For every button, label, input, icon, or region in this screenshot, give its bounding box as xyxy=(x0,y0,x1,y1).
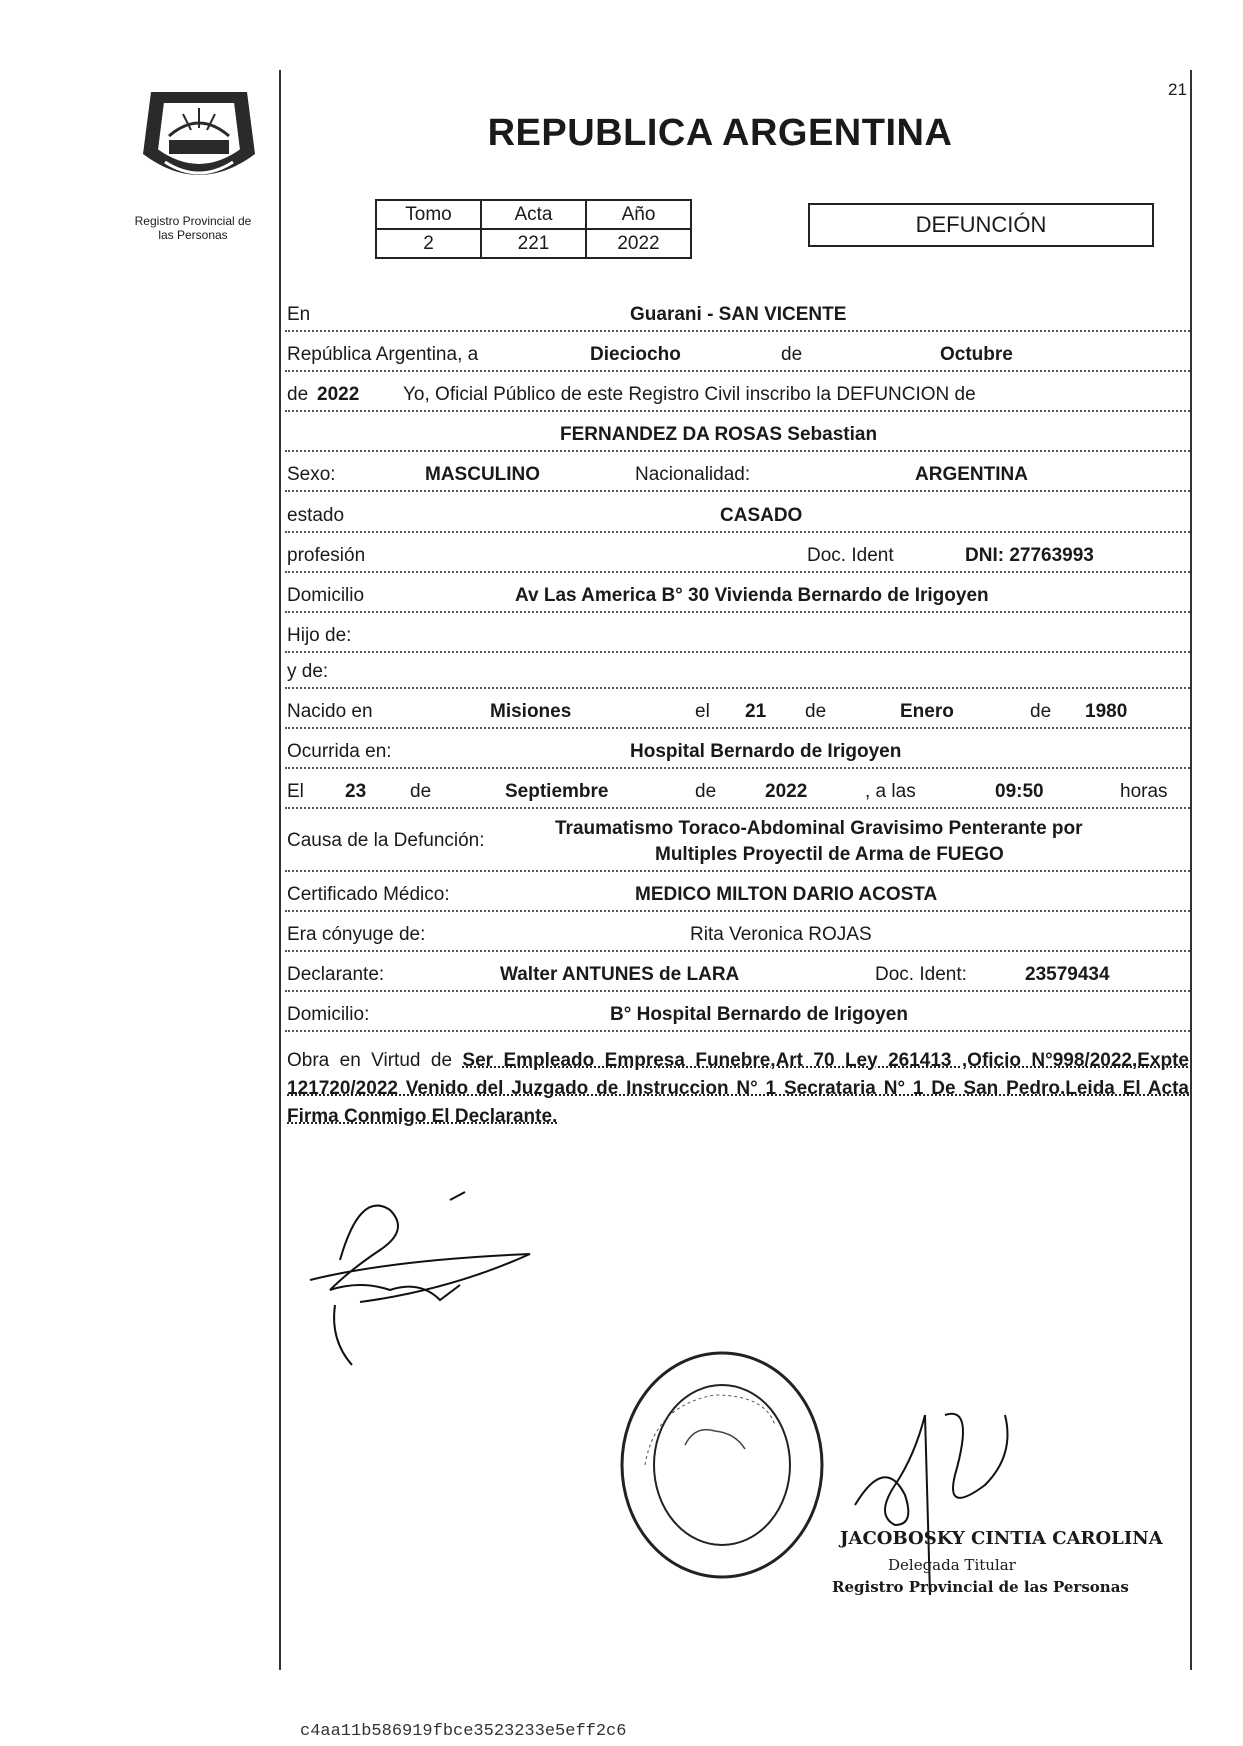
document-title: REPUBLICA ARGENTINA xyxy=(487,112,953,154)
el-label: el xyxy=(695,701,710,722)
official-role: Delegada Titular xyxy=(888,1556,1016,1574)
nacido-label: Nacido en xyxy=(287,701,373,722)
causa-line1: Traumatismo Toraco-Abdominal Gravisimo Penterante por xyxy=(555,818,1083,839)
nacionalidad-label: Nacionalidad: xyxy=(635,464,751,485)
record-id-value-row xyxy=(376,229,691,258)
line-sexo xyxy=(285,454,1190,492)
line-declarante xyxy=(285,954,1190,992)
line-hijo xyxy=(285,615,1190,653)
year-value: 2022 xyxy=(317,384,360,405)
death-month: Septiembre xyxy=(505,781,609,802)
nacionalidad-value: ARGENTINA xyxy=(915,464,1028,485)
causa-label: Causa de la Defunción: xyxy=(287,830,485,851)
record-id-table xyxy=(375,199,692,259)
death-day: 23 xyxy=(345,781,367,802)
horas-label: horas xyxy=(1120,781,1168,802)
domicilio-value: Av Las America B° 30 Vivienda Bernardo de Irigoyen xyxy=(515,585,989,606)
acta-header: Acta xyxy=(481,200,586,229)
en-value: Guarani - SAN VICENTE xyxy=(630,304,847,325)
right-margin-rule xyxy=(1190,70,1192,1670)
decl-doc-label: Doc. Ident: xyxy=(875,964,967,985)
province-seal-logo xyxy=(125,84,273,194)
doc-ident-value: DNI: 27763993 xyxy=(965,545,1094,566)
decl-domicilio-value: B° Hospital Bernardo de Irigoyen xyxy=(610,1004,908,1025)
official-registry: Registro Provincial de las Personas xyxy=(832,1578,1129,1596)
estado-value: CASADO xyxy=(720,505,803,526)
oficial-text: Yo, Oficial Público de este Registro Civil inscribo la DEFUNCION de xyxy=(403,384,976,405)
causa-line2: Multiples Proyectil de Arma de FUEGO xyxy=(655,844,1004,865)
page-number: 21 xyxy=(1168,80,1187,99)
anio-header: Año xyxy=(586,200,691,229)
record-type-box: DEFUNCIÓN xyxy=(808,203,1154,247)
obra-label: Obra en Virtud de xyxy=(287,1050,453,1071)
official-stamp xyxy=(615,1345,830,1585)
death-year: 2022 xyxy=(765,781,808,802)
line-death-date xyxy=(285,771,1190,809)
line-estado xyxy=(285,495,1190,533)
birth-month: Enero xyxy=(900,701,954,722)
month-value: Octubre xyxy=(940,344,1013,365)
line-certificado xyxy=(285,874,1190,912)
conyuge-value: Rita Veronica ROJAS xyxy=(690,924,872,945)
deceased-name: FERNANDEZ DA ROSAS Sebastian xyxy=(560,424,878,445)
line-decl-domicilio xyxy=(285,994,1190,1032)
de-label: de xyxy=(781,344,803,365)
obra-value: Ser Empleado Empresa Funebre,Art 70 Ley 261413 ,Oficio N°998/2022,Expte 121720/2022 Venido del Juzgado de Instruccion N° 1 Secrataria N° 1 De San Pedro.Leida El Acta Firma Conmigo El Declarante. xyxy=(287,1050,1189,1127)
line-causa xyxy=(285,816,1190,872)
declarante-value: Walter ANTUNES de LARA xyxy=(500,964,740,985)
el2-label: El xyxy=(287,781,304,802)
registry-label xyxy=(108,214,278,242)
document-hash: c4aa11b586919fbce3523233e5eff2c6 xyxy=(300,1722,627,1741)
death-de1: de xyxy=(410,781,432,802)
tomo-header: Tomo xyxy=(376,200,481,229)
line-en xyxy=(285,294,1190,332)
hijo-label: Hijo de: xyxy=(287,625,352,646)
line-ocurrida xyxy=(285,731,1190,769)
decl-doc-value: 23579434 xyxy=(1025,964,1110,985)
death-time: 09:50 xyxy=(995,781,1044,802)
en-label: En xyxy=(287,304,311,325)
domicilio-label: Domicilio xyxy=(287,585,365,606)
birth-year: 1980 xyxy=(1085,701,1128,722)
yde-label: y de: xyxy=(287,661,329,682)
birth-day: 21 xyxy=(745,701,767,722)
anio-value: 2022 xyxy=(586,229,691,258)
obra-paragraph xyxy=(287,1047,1189,1131)
decl-domicilio-label: Domicilio: xyxy=(287,1004,370,1025)
left-margin-rule xyxy=(279,70,281,1670)
death-de2: de xyxy=(695,781,717,802)
certificado-value: MEDICO MILTON DARIO ACOSTA xyxy=(635,884,938,905)
official-name: JACOBOSKY CINTIA CAROLINA xyxy=(840,1528,1163,1549)
ocurrida-value: Hospital Bernardo de Irigoyen xyxy=(630,741,902,762)
certificado-label: Certificado Médico: xyxy=(287,884,450,905)
estado-label: estado xyxy=(287,505,345,526)
registry-label-line2: las Personas xyxy=(158,228,228,242)
profesion-label: profesión xyxy=(287,545,366,566)
tomo-value: 2 xyxy=(376,229,481,258)
sexo-value: MASCULINO xyxy=(425,464,541,485)
birth-de1: de xyxy=(805,701,827,722)
acta-value: 221 xyxy=(481,229,586,258)
line-oficial xyxy=(285,374,1190,412)
year-prefix: de xyxy=(287,384,309,405)
line-profesion xyxy=(285,535,1190,573)
birth-de2: de xyxy=(1030,701,1052,722)
sexo-label: Sexo: xyxy=(287,464,336,485)
declarant-signature xyxy=(300,1180,540,1370)
line-deceased-name xyxy=(285,414,1190,452)
nacido-value: Misiones xyxy=(490,701,572,722)
record-id-header-row xyxy=(376,200,691,229)
line-domicilio xyxy=(285,575,1190,613)
alas-label: , a las xyxy=(865,781,916,802)
conyuge-label: Era cónyuge de: xyxy=(287,924,426,945)
doc-ident-label: Doc. Ident xyxy=(807,545,894,566)
line-yde xyxy=(285,651,1190,689)
republica-label: República Argentina, a xyxy=(287,344,479,365)
line-date xyxy=(285,334,1190,372)
day-value: Dieciocho xyxy=(590,344,681,365)
ocurrida-label: Ocurrida en: xyxy=(287,741,392,762)
line-nacido xyxy=(285,691,1190,729)
declarante-label: Declarante: xyxy=(287,964,385,985)
line-conyuge xyxy=(285,914,1190,952)
registry-label-line1: Registro Provincial de xyxy=(134,214,252,228)
